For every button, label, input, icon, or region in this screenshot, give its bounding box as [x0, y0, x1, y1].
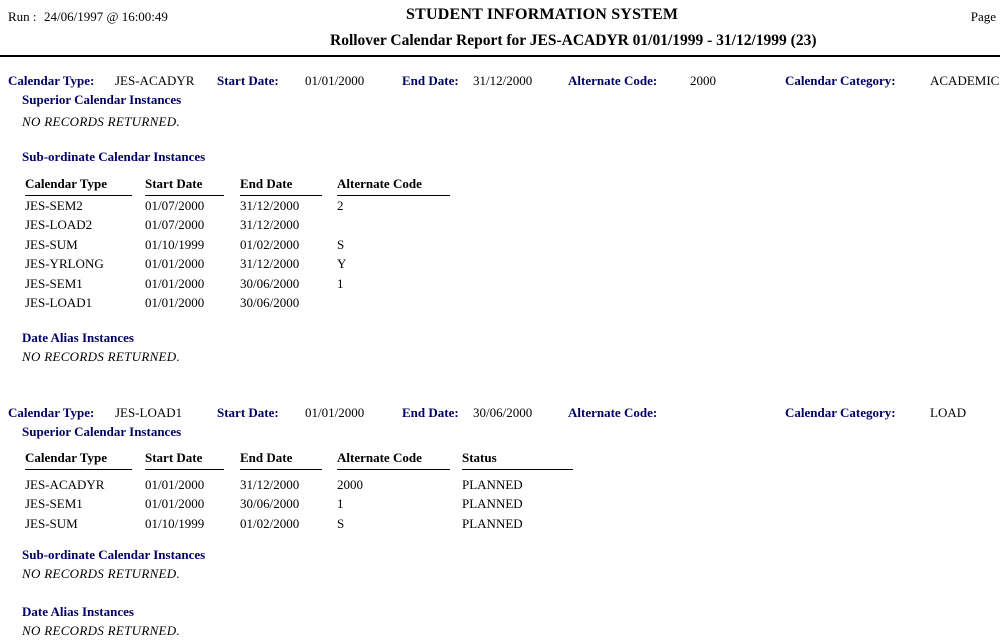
table-cell: 31/12/2000	[240, 198, 300, 213]
table-cell: 31/12/2000	[240, 477, 300, 492]
run-label: Run :	[8, 9, 37, 24]
no-records-text: NO RECORDS RETURNED.	[22, 623, 181, 638]
subordinate-instances-heading: Sub-ordinate Calendar Instances	[22, 149, 206, 164]
page-label: Page	[970, 9, 996, 24]
subordinate-instances-heading: Sub-ordinate Calendar Instances	[22, 547, 206, 562]
calendar-type-label: Calendar Type:	[8, 405, 95, 420]
column-header-end-date: End Date	[240, 176, 322, 196]
calendar-type-label: Calendar Type:	[8, 73, 95, 88]
table-cell: JES-SUM	[25, 237, 78, 252]
table-cell: 01/02/2000	[240, 516, 300, 531]
table-cell: JES-LOAD2	[25, 217, 93, 232]
no-records-text: NO RECORDS RETURNED.	[22, 566, 181, 581]
superior-instances-heading: Superior Calendar Instances	[22, 92, 182, 107]
calendar-category-label: Calendar Category:	[785, 405, 896, 420]
start-date-value: 01/01/2000	[305, 73, 365, 88]
table-cell: 1	[337, 496, 344, 511]
superior-instances-heading: Superior Calendar Instances	[22, 424, 182, 439]
end-date-value: 30/06/2000	[473, 405, 533, 420]
table-row	[0, 217, 1000, 233]
table-cell: 31/12/2000	[240, 217, 300, 232]
calendar-category-label: Calendar Category:	[785, 73, 896, 88]
table-cell: 2000	[337, 477, 363, 492]
table-cell: JES-YRLONG	[25, 256, 104, 271]
table-cell: 01/02/2000	[240, 237, 300, 252]
table-header-row	[0, 450, 1000, 466]
table-cell: 30/06/2000	[240, 276, 300, 291]
table-cell: 30/06/2000	[240, 295, 300, 310]
start-date-label: Start Date:	[217, 73, 279, 88]
table-cell: PLANNED	[462, 496, 523, 511]
table-cell: JES-LOAD1	[25, 295, 93, 310]
table-row	[0, 276, 1000, 292]
table-row	[0, 477, 1000, 493]
date-alias-heading: Date Alias Instances	[22, 604, 134, 619]
table-cell: Y	[337, 256, 347, 271]
table-cell: PLANNED	[462, 516, 523, 531]
table-cell: JES-SEM2	[25, 198, 83, 213]
table-header-row	[0, 176, 1000, 192]
calendar-category-value: ACADEMIC	[930, 73, 1000, 88]
report-subtitle: Rollover Calendar Report for JES-ACADYR 01/01/1999 - 31/12/1999 (23)	[330, 32, 817, 49]
end-date-label: End Date:	[402, 73, 459, 88]
calendar-type-value: JES-LOAD1	[115, 405, 183, 420]
column-header-alternate-code: Alternate Code	[337, 176, 450, 196]
table-cell: JES-SEM1	[25, 496, 83, 511]
column-header-calendar-type: Calendar Type	[25, 450, 132, 470]
table-cell: PLANNED	[462, 477, 523, 492]
table-cell: 01/01/2000	[145, 477, 205, 492]
table-cell: JES-ACADYR	[25, 477, 105, 492]
column-header-end-date: End Date	[240, 450, 322, 470]
table-cell: 01/10/1999	[145, 237, 205, 252]
calendar-type-value: JES-ACADYR	[115, 73, 195, 88]
table-cell: S	[337, 516, 345, 531]
alternate-code-label: Alternate Code:	[568, 73, 658, 88]
alternate-code-label: Alternate Code:	[568, 405, 658, 420]
table-cell: 01/07/2000	[145, 198, 205, 213]
run-datetime: 24/06/1997 @ 16:00:49	[44, 9, 168, 24]
table-row	[0, 496, 1000, 512]
column-header-calendar-type: Calendar Type	[25, 176, 132, 196]
table-row	[0, 198, 1000, 214]
no-records-text: NO RECORDS RETURNED.	[22, 114, 181, 129]
column-header-alternate-code: Alternate Code	[337, 450, 450, 470]
column-header-start-date: Start Date	[145, 176, 224, 196]
table-cell: 01/01/2000	[145, 276, 205, 291]
start-date-value: 01/01/2000	[305, 405, 365, 420]
calendar-category-value: LOAD	[930, 405, 967, 420]
calendar-detail-row	[0, 73, 1000, 89]
table-cell: 1	[337, 276, 344, 291]
table-row	[0, 516, 1000, 532]
table-cell: JES-SEM1	[25, 276, 83, 291]
table-cell: 01/01/2000	[145, 256, 205, 271]
table-cell: 01/07/2000	[145, 217, 205, 232]
date-alias-heading: Date Alias Instances	[22, 330, 134, 345]
table-cell: S	[337, 237, 345, 252]
table-cell: 01/10/1999	[145, 516, 205, 531]
table-cell: 2	[337, 198, 344, 213]
column-header-start-date: Start Date	[145, 450, 224, 470]
report-title: STUDENT INFORMATION SYSTEM	[406, 6, 679, 23]
header-rule	[0, 55, 1000, 57]
table-row	[0, 256, 1000, 272]
table-cell: 01/01/2000	[145, 496, 205, 511]
calendar-detail-row	[0, 405, 1000, 421]
column-header-status: Status	[462, 450, 573, 470]
table-row	[0, 237, 1000, 253]
alternate-code-value: 2000	[690, 73, 716, 88]
table-cell: 01/01/2000	[145, 295, 205, 310]
no-records-text: NO RECORDS RETURNED.	[22, 349, 181, 364]
start-date-label: Start Date:	[217, 405, 279, 420]
table-cell: 30/06/2000	[240, 496, 300, 511]
end-date-label: End Date:	[402, 405, 459, 420]
table-cell: 31/12/2000	[240, 256, 300, 271]
end-date-value: 31/12/2000	[473, 73, 533, 88]
table-cell: JES-SUM	[25, 516, 78, 531]
table-row	[0, 295, 1000, 311]
